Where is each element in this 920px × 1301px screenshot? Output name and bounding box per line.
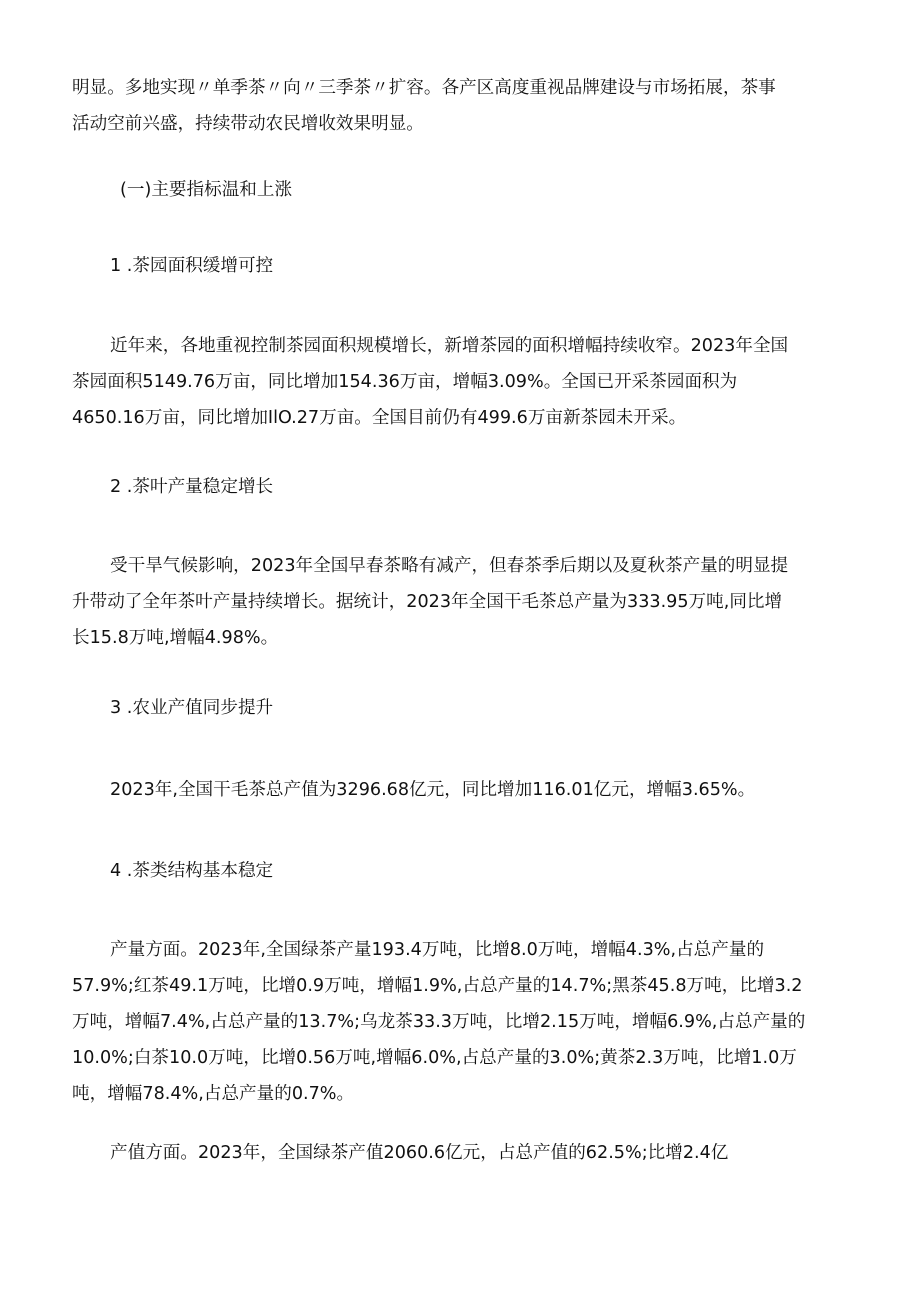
item-4-line-4: 10.0%;白茶10.0万吨，比增0.56万吨,增幅6.0%,占总产量的3.0%;黄茶2.3万吨，比增1.0万 <box>72 1048 797 1068</box>
item-4-line-3: 万吨，增幅7.4%,占总产量的13.7%;乌龙茶33.3万吨，比增2.15万吨，增幅6.9%,占总产量的 <box>72 1012 806 1032</box>
item-4-line-1: 产量方面。2023年,全国绿茶产量193.4万吨，比增8.0万吨，增幅4.3%,占总产量的 <box>110 940 765 960</box>
item-2-line-2: 升带动了全年茶叶产量持续增长。据统计，2023年全国干毛茶总产量为333.95万吨,同比增 <box>72 592 783 612</box>
item-3-line-1: 2023年,全国干毛茶总产值为3296.68亿元，同比增加116.01亿元，增幅3.65%。 <box>110 780 756 800</box>
item-2-heading: 2 .茶叶产量稳定增长 <box>110 477 274 497</box>
item-4-line-5: 吨，增幅78.4%,占总产量的0.7%。 <box>72 1084 355 1104</box>
item-2-line-3: 长15.8万吨,增幅4.98%。 <box>72 628 279 648</box>
item-1-line-2: 茶园面积5149.76万亩，同比增加154.36万亩，增幅3.09%。全国已开采茶园面积为 <box>72 372 738 392</box>
item-1-line-1: 近年来，各地重视控制茶园面积规模增长，新增茶园的面积增幅持续收窄。2023年全国 <box>110 336 789 356</box>
section-heading: (一)主要指标温和上涨 <box>120 180 293 200</box>
last-paragraph-line-1: 产值方面。2023年，全国绿茶产值2060.6亿元，占总产值的62.5%;比增2.4亿 <box>110 1143 729 1163</box>
item-1-line-3: 4650.16万亩，同比增加IlO.27万亩。全国目前仍有499.6万亩新茶园未开采。 <box>72 408 687 428</box>
intro-line-1: 明显。多地实现〃单季茶〃向〃三季茶〃扩容。各产区高度重视品牌建设与市场拓展，茶事 <box>72 78 776 98</box>
item-3-heading: 3 .农业产值同步提升 <box>110 698 274 718</box>
item-2-line-1: 受干旱气候影响，2023年全国早春茶略有减产，但春茶季后期以及夏秋茶产量的明显提 <box>110 556 789 576</box>
item-4-line-2: 57.9%;红茶49.1万吨，比增0.9万吨，增幅1.9%,占总产量的14.7%;黑茶45.8万吨，比增3.2 <box>72 976 803 996</box>
intro-line-2: 活动空前兴盛，持续带动农民增收效果明显。 <box>72 114 424 134</box>
item-1-heading: 1 .茶园面积缓增可控 <box>110 256 274 276</box>
item-4-heading: 4 .茶类结构基本稳定 <box>110 861 274 881</box>
